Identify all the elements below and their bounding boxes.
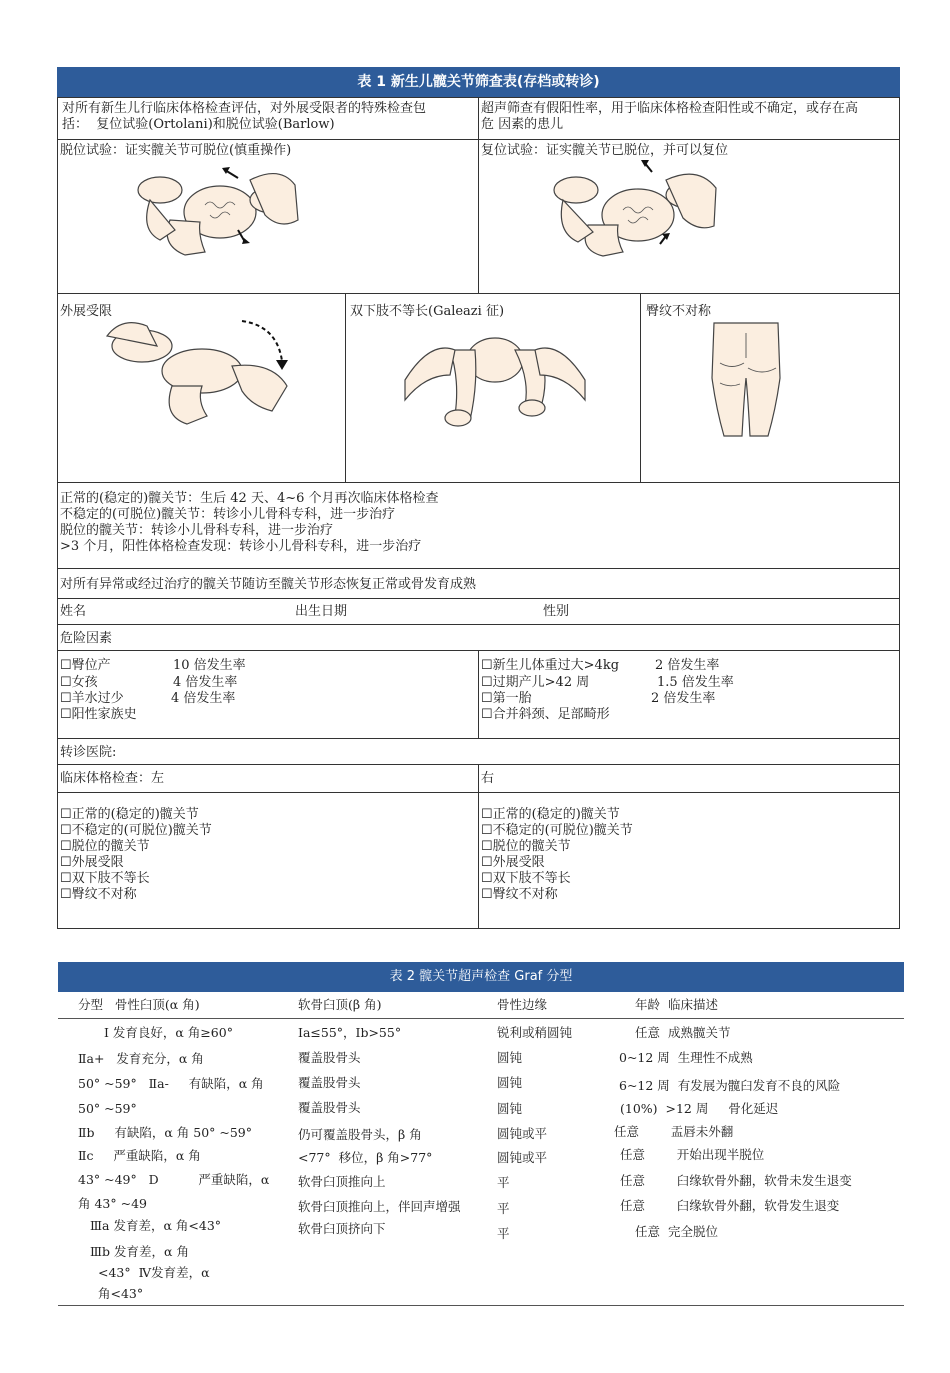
barlow-label: 脱位试验：证实髋关节可脱位(慎重操作)	[60, 143, 292, 158]
asymmetry-label: 臀纹不对称	[646, 304, 712, 319]
t2-c3-4: 圆钝	[497, 1101, 523, 1116]
exam-left-3: ☐脱位的髋关节	[60, 839, 150, 854]
t2-c3-6: 圆钝或平	[497, 1150, 548, 1165]
t2-header-edge: 骨性边缘	[497, 997, 548, 1012]
sex-label: 性别	[543, 604, 570, 619]
t2-c2-7: 软骨臼顶推向上	[298, 1174, 386, 1189]
risk-right-2-rate: 1.5 倍发生率	[657, 675, 734, 690]
t2-c4-3: 6~12 周 有发展为髋臼发育不良的风险	[619, 1078, 841, 1093]
exam-right-1: ☐正常的(稳定的)髋关节	[481, 807, 620, 822]
risk-left-3-rate: 4 倍发生率	[171, 691, 236, 706]
t2-c4-4: (10%) >12 周 骨化延迟	[620, 1101, 779, 1116]
t2-c3-8: 平	[497, 1201, 510, 1216]
t2-c2-6: <77° 移位，β 角>77°	[298, 1150, 433, 1165]
risk-right-1: ☐新生儿体重过大>4kg	[481, 658, 620, 673]
exam-left-2: ☐不稳定的(可脱位)髋关节	[60, 823, 212, 838]
risk-left-2-rate: 4 倍发生率	[173, 675, 238, 690]
t2-c3-2: 圆钝	[497, 1050, 523, 1065]
ortolani-test-illustration	[548, 160, 728, 260]
t2-c4-6: 任意 开始出现半脱位	[620, 1147, 765, 1162]
galeazzi-label: 双下肢不等长(Galeazi 征)	[350, 304, 505, 319]
dob-label: 出生日期	[295, 604, 348, 619]
exam-left-5: ☐双下肢不等长	[60, 871, 150, 886]
t2-c2-2: 覆盖股骨头	[298, 1050, 361, 1065]
exam-right-6: ☐臀纹不对称	[481, 887, 558, 902]
ortolani-label: 复位试验：证实髋关节已脱位，并可以复位	[481, 143, 729, 158]
exam-left-1: ☐正常的(稳定的)髋关节	[60, 807, 199, 822]
t2-c1-10: Ⅲb 发育差，α 角	[90, 1244, 189, 1259]
t2-c1-9: Ⅲa 发育差，α 角<43°	[90, 1218, 222, 1233]
t2-c2-8: 软骨臼顶推向上，伴回声增强	[298, 1199, 461, 1214]
risk-left-4: ☐阳性家族史	[60, 707, 137, 722]
exam-right-4: ☐外展受限	[481, 855, 545, 870]
t2-c1-3: 50° ~59° Ⅱa- 有缺陷，α 角	[78, 1076, 264, 1091]
risk-left-1: ☐臀位产	[60, 658, 111, 673]
t2-c4-1: 任意 成熟髋关节	[635, 1025, 731, 1040]
t2-c4-5: 任意 盂唇未外翻	[614, 1124, 734, 1139]
follow-all-row: 对所有异常或经过治疗的髋关节随访至髋关节形态恢复正常或骨发育成熟	[60, 577, 477, 592]
t2-c3-9: 平	[497, 1226, 510, 1241]
t2-c1-11: <43° Ⅳ发育差，α	[98, 1265, 210, 1280]
risk-right-1-rate: 2 倍发生率	[655, 658, 720, 673]
risk-left-2: ☐女孩	[60, 675, 98, 690]
followup-line-4: >3 个月，阳性体格检查发现：转诊小儿骨科专科，进一步治疗	[60, 539, 422, 554]
exam-right-title: 右	[481, 771, 495, 786]
t2-c1-12: 角<43°	[98, 1286, 144, 1301]
t2-c1-5: Ⅱb 有缺陷，α 角 50° ~59°	[78, 1125, 253, 1140]
followup-line-2: 不稳定的(可脱位)髋关节：转诊小儿骨科专科，进一步治疗	[60, 507, 396, 522]
intro-right: 超声筛查有假阳性率，用于临床体格检查阳性或不确定，或存在高 危 因素的患儿	[481, 101, 859, 132]
risk-left-3: ☐羊水过少	[60, 691, 124, 706]
table2-title: 表 2 髋关节超声检查 Graf 分型	[58, 962, 904, 992]
t2-c1-2: Ⅱa+ 发育充分，α 角	[78, 1051, 204, 1066]
galeazzi-sign-illustration	[400, 320, 590, 430]
t2-c3-5: 圆钝或平	[497, 1126, 548, 1141]
t2-c1-4: 50° ~59°	[78, 1101, 137, 1116]
t2-c3-3: 圆钝	[497, 1075, 523, 1090]
t2-c1-7: 43° ~49° D 严重缺陷，α	[78, 1172, 270, 1187]
abduction-label: 外展受限	[60, 304, 113, 319]
exam-left-title: 临床体格检查：左	[60, 771, 165, 786]
t2-c4-9: 任意 完全脱位	[635, 1224, 718, 1239]
exam-right-3: ☐脱位的髋关节	[481, 839, 571, 854]
t2-header-type: 分型 骨性臼顶(α 角)	[78, 997, 200, 1012]
t2-c1-8: 角 43° ~49	[78, 1196, 147, 1211]
risk-right-4: ☐合并斜颈、足部畸形	[481, 707, 610, 722]
risk-left-1-rate: 10 倍发生率	[173, 658, 246, 673]
t2-c2-3: 覆盖股骨头	[298, 1075, 361, 1090]
risk-right-2: ☐过期产儿>42 周	[481, 675, 590, 690]
risk-right-3-rate: 2 倍发生率	[651, 691, 716, 706]
t2-c2-4: 覆盖股骨头	[298, 1100, 361, 1115]
intro-left: 对所有新生儿行临床体格检查评估，对外展受限者的特殊检查包 括： 复位试验(Ortolani)和脱位试验(Barlow)	[62, 101, 427, 132]
t2-header-cartilage: 软骨臼顶(β 角)	[298, 997, 382, 1012]
t2-c1-1: I 发育良好，α 角≥60°	[104, 1025, 233, 1040]
t2-c2-1: Ia≤55°，Ib>55°	[298, 1025, 402, 1040]
table1-title: 表 1 新生儿髋关节筛查表(存档或转诊)	[57, 67, 900, 97]
t2-c2-5: 仍可覆盖股骨头，β 角	[298, 1127, 422, 1142]
risk-right-3: ☐第一胎	[481, 691, 532, 706]
followup-line-1: 正常的(稳定的)髋关节：生后 42 天、4~6 个月再次临床体格检查	[60, 491, 439, 506]
t2-c3-1: 锐利或稍圆钝	[497, 1025, 573, 1040]
t2-c3-7: 平	[497, 1175, 510, 1190]
t2-c4-2: 0~12 周 生理性不成熟	[619, 1050, 753, 1065]
gluteal-fold-illustration	[706, 318, 786, 438]
risk-title: 危险因素	[60, 631, 113, 646]
referral-hospital: 转诊医院:	[60, 745, 117, 760]
name-label: 姓名	[60, 604, 87, 619]
t2-header-age: 年龄 临床描述	[635, 997, 718, 1012]
barlow-test-illustration	[130, 160, 310, 260]
t2-c4-7: 任意 臼缘软骨外翻，软骨未发生退变	[620, 1173, 852, 1188]
exam-left-4: ☐外展受限	[60, 855, 124, 870]
exam-right-2: ☐不稳定的(可脱位)髋关节	[481, 823, 633, 838]
t2-c4-8: 任意 臼缘软骨外翻，软骨发生退变	[620, 1198, 840, 1213]
followup-line-3: 脱位的髋关节：转诊小儿骨科专科，进一步治疗	[60, 523, 334, 538]
exam-left-6: ☐臀纹不对称	[60, 887, 137, 902]
t2-c2-9: 软骨臼顶挤向下	[298, 1221, 386, 1236]
t2-c1-6: Ⅱc 严重缺陷，α 角	[78, 1148, 201, 1163]
exam-right-5: ☐双下肢不等长	[481, 871, 571, 886]
abduction-limit-illustration	[102, 316, 302, 426]
